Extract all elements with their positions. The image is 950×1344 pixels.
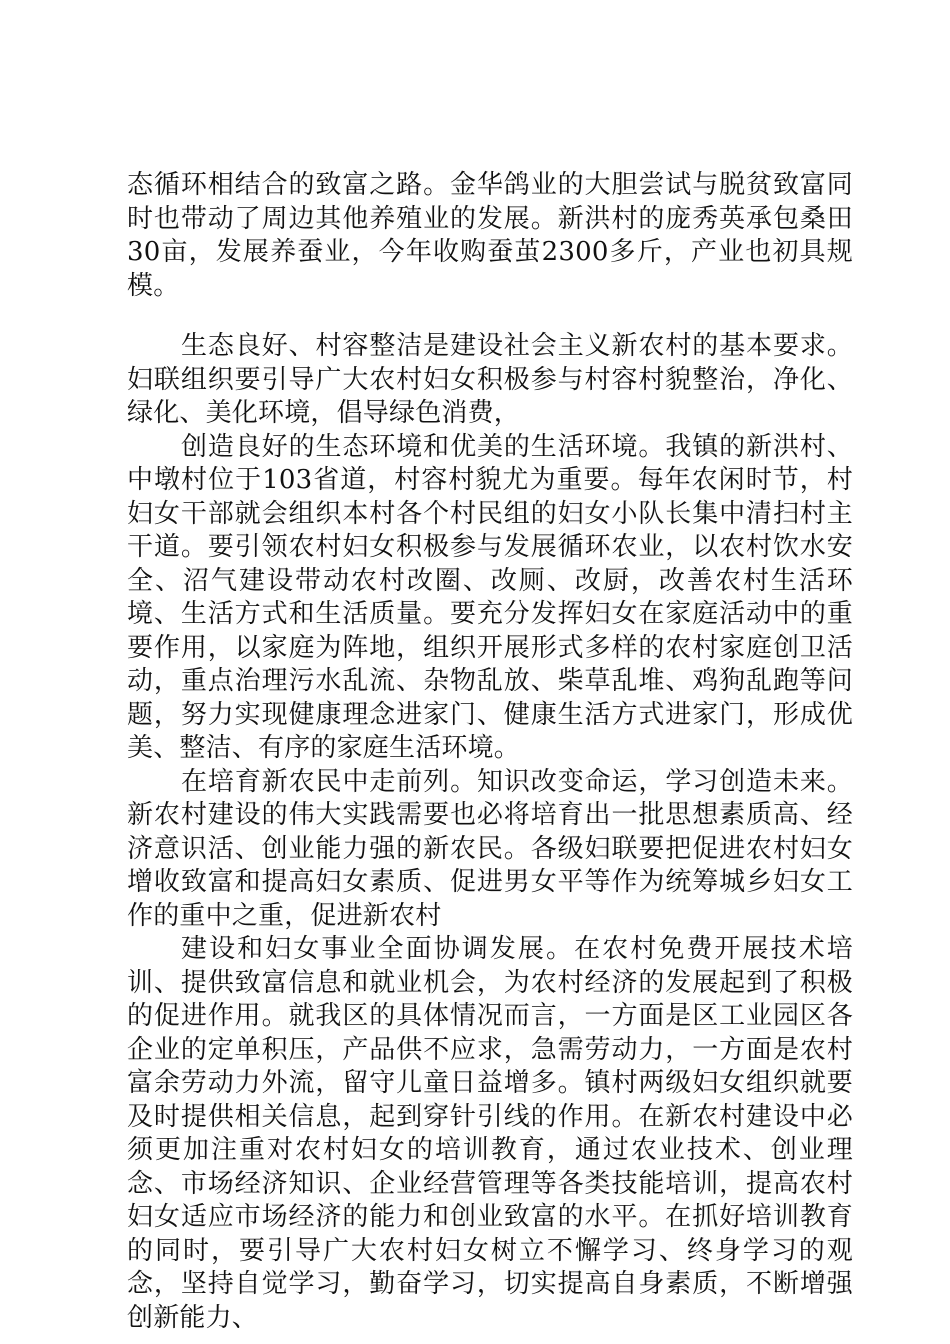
paragraph-4: 在培育新农民中走前列。知识改变命运，学习创造未来。新农村建设的伟大实践需要也必将培育出一批思想素质高、经济意识活、创业能力强的新农民。各级妇联要把促进农村妇女增收致富和提高妇女素质、促进男女平等作为统筹城乡妇女工作的重中之重，促进新农村 (127, 766, 853, 931)
paragraph-5: 建设和妇女事业全面协调发展。在农村免费开展技术培训、提供致富信息和就业机会，为农村经济的发展起到了积极的促进作用。就我区的具体情况而言，一方面是区工业园区各企业的定单积压，产品供不应求，急需劳动力，一方面是农村富余劳动力外流，留守儿童日益增多。镇村两级妇女组织就要及时提供相关信息，起到穿针引线的作用。在新农村建设中必须更加注重对农村妇女的培训教育，通过农业技术、创业理念、市场经济知识、企业经营管理等各类技能培训，提高农村妇女适应市场经济的能力和创业致富的水平。在抓好培训教育的同时，要引导广大农村妇女树立不懈学习、终身学习的观念，坚持自觉学习，勤奋学习，切实提高自身素质，不断增强创新能力、 (127, 934, 853, 1333)
document-page (127, 169, 853, 1335)
paragraph-3: 创造良好的生态环境和优美的生活环境。我镇的新洪村、中墩村位于103省道，村容村貌尤为重要。每年农闲时节，村妇女干部就会组织本村各个村民组的妇女小队长集中清扫村主干道。要引领农村妇女积极参与发展循环农业，以农村饮水安全、沼气建设带动农村改圈、改厕、改厨，改善农村生活环境、生活方式和生活质量。要充分发挥妇女在家庭活动中的重要作用，以家庭为阵地，组织开展形式多样的农村家庭创卫活动，重点治理污水乱流、杂物乱放、柴草乱堆、鸡狗乱跑等问题，努力实现健康理念进家门、健康生活方式进家门，形成优美、整洁、有序的家庭生活环境。 (127, 431, 853, 763)
paragraph-1: 态循环相结合的致富之路。金华鸽业的大胆尝试与脱贫致富同时也带动了周边其他养殖业的发展。新洪村的庞秀英承包桑田30亩，发展养蚕业，今年收购蚕茧2300多斤，产业也初具规模。 (127, 170, 853, 301)
paragraph-spacer (127, 303, 853, 330)
paragraph-2: 生态良好、村容整洁是建设社会主义新农村的基本要求。妇联组织要引导广大农村妇女积极参与村容村貌整治，净化、绿化、美化环境，倡导绿色消费， (127, 331, 853, 428)
